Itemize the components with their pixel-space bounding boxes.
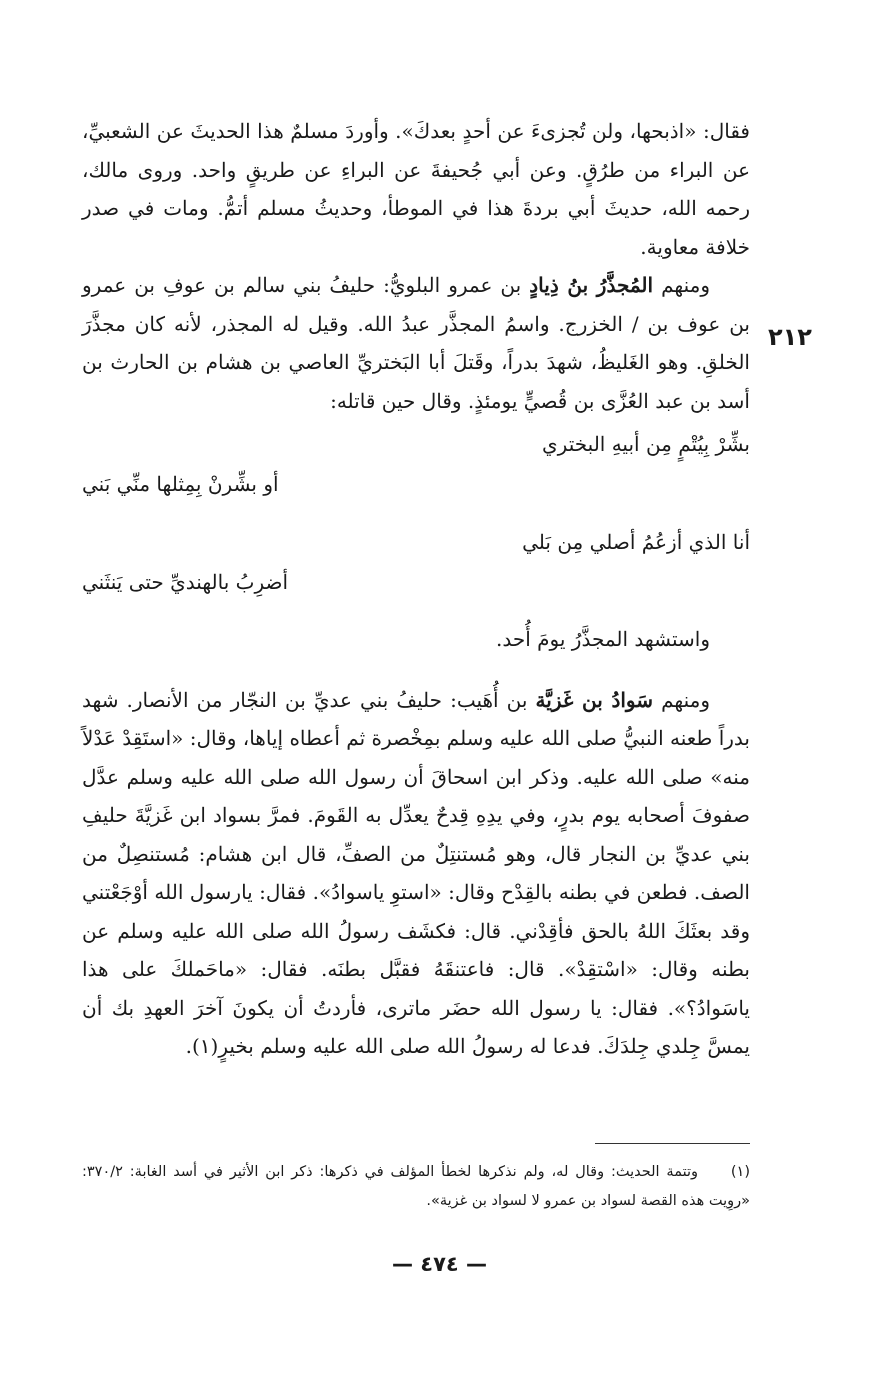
- verse-hemistich: أنا الذي أزعُمُ أصلي مِن بَلي: [522, 530, 750, 554]
- intro-word: ومنهم: [661, 273, 711, 297]
- paragraph-text: بن أُهَيب: حليفُ بني عديِّ بن النجّار من الأنصار. شهد بدراً طعنه النبيُّ صلى الله عليه وسلم بمِخْصرة ثم أعطاه إياها، وقال: «استَقِدْ عَدْلاً منه» صلى الله عليه. وذكر ابن اسحاقَ أن رسول الله صلى الله عليه وسلم عدَّل صفوفَ أصحابه يوم بدرٍ، وفي يدِهِ قِدحٌ يعدِّل به القَومَ. فمرَّ بسواد ابن غَزيَّةَ حليفِ بني عديِّ بن النجار قال، وهو مُستنتِلٌ من الصفِّ، قال ابن هشام: مُستنصِلٌ من الصف. فطعن في بطنه بالقِدْح وقال: «استوِ ياسوادُ». فقال: يارسول الله أوْجَعْتني وقد بعثَكَ اللهُ بالحق فأقِدْني. قال: فكشَف رسولُ الله صلى الله عليه وسلم عن بطنه وقال: «اسْتقِدْ». قال: فاعتنقَهُ فقبَّل بطنَه. فقال: «ماحَملكَ على هذا ياسَوادُ؟». فقال: يا رسول الله حضَر ماترى، فأردتُ أن يكونَ آخرَ العهدِ بك أن يمسَّ جِلدي جِلدَكَ. فدعا له رسولُ الله صلى الله عليه وسلم بخيرٍ(١).: [82, 687, 751, 1058]
- verse-line: [82, 562, 750, 602]
- verse-hemistich: أو بشِّرنْ بِمِثلها منِّي بَني: [82, 472, 279, 496]
- verse-line: [82, 522, 750, 562]
- paragraph-hadith-ending: فقال: «اذبحها، ولن تُجزىءَ عن أحدٍ بعدكَ». وأوردَ مسلمٌ هذا الحديثَ عن الشعبيِّ، عن البراء من طرُقٍ. وعن أبي جُحيفةَ عن البراءِ عن طريقٍ واحد. وروى مالك، رحمه الله، حديثَ أبي بردةَ هذا في الموطأ، وحديثُ مسلم أتمُّ. ومات في صدر خلافة معاوية.: [82, 119, 750, 259]
- person-name-mujadhdhar: المُجذَّرُ بنُ ذِيادٍ: [529, 273, 654, 297]
- paragraph-text: بن عمرو البلويُّ: حليفُ بني سالم بن عوفِ بن عمرو بن عوف بن / الخزرج. واسمُ المجذَّر عبدُ الله. وقيل له المجذر، لأنه كان مجذَّرَ الخلقِ. وهو الغَليظُ، شهدَ بدراً، وقَتلَ أبا البَختريِّ العاصي بن هشام بن الحارث بن أسد بن عبد العُزَّى بن قُصيٍّ يومئذٍ. وقال حين قاتله:: [82, 273, 750, 413]
- footnote-divider: [595, 1143, 750, 1144]
- paragraph-mujadhdhar: [82, 266, 750, 420]
- verse-line: [82, 464, 750, 504]
- footnote: [82, 1158, 750, 1216]
- footnote-number: (١): [730, 1164, 751, 1180]
- verse-hemistich: أضرِبُ بالهنديِّ حتى يَنثَني: [82, 570, 289, 594]
- person-name-sawad: سَوادُ بن غَزيَّة: [535, 687, 653, 712]
- intro-word: ومنهم: [661, 687, 710, 712]
- verse-hemistich: بشِّرْ بِيُتْمٍ مِن أبيهِ البختري: [542, 432, 750, 456]
- margin-page-reference: ٢١٢: [768, 323, 812, 351]
- poem: [82, 424, 750, 602]
- paragraph-martyrdom: واستشهد المجذَّرُ يومَ أُحد.: [496, 627, 710, 651]
- page-number: — ٤٧٤ —: [391, 1252, 488, 1276]
- footnote-text: وتتمة الحديث: وقال له، ولم نذكرها لخطأ المؤلف في ذكرها: ذكر ابن الأثير في أسد الغابة: ٣٧٠/٢: «روِيت هذه القصة لسواد بن عمرو لا لسواد بن غزية».: [82, 1164, 750, 1209]
- paragraph-sawad: [82, 681, 750, 1066]
- verse-line: [82, 424, 750, 464]
- page-body: [82, 112, 750, 1066]
